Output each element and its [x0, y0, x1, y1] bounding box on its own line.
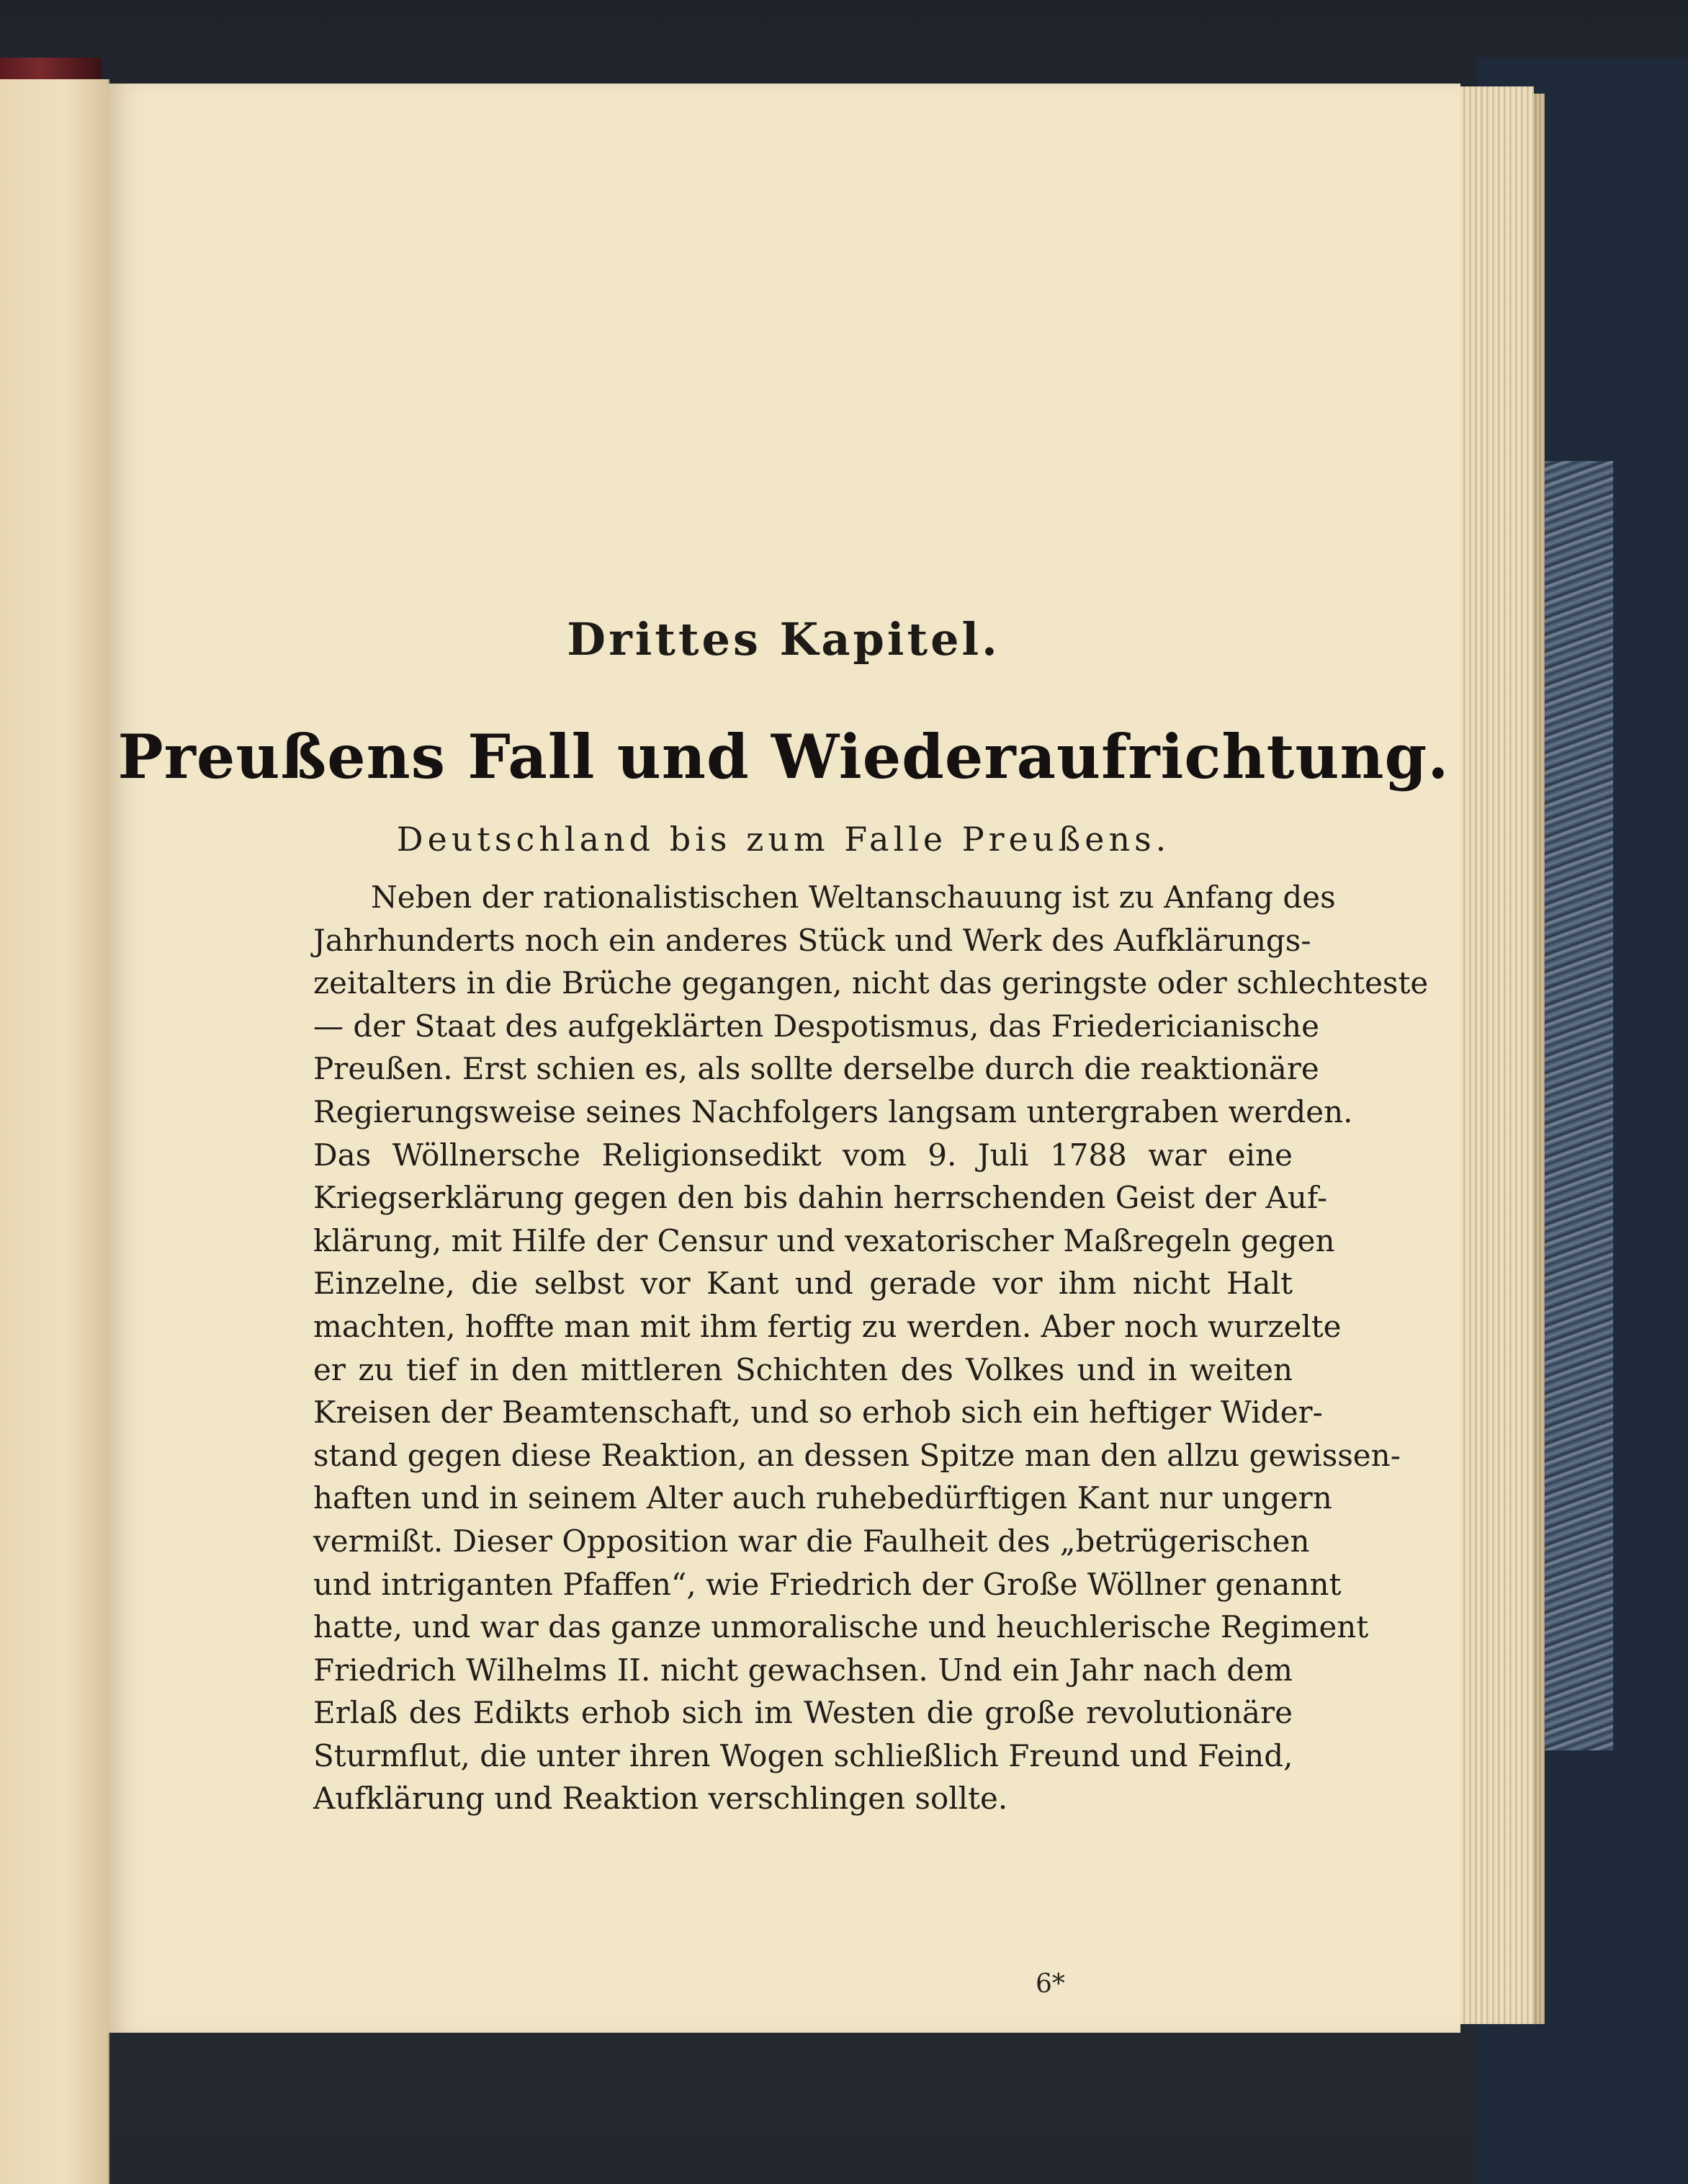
section-subheading: Deutschland bis zum Falle Preußens. — [396, 820, 1171, 859]
text-line: haften und in seinem Alter auch ruhebedürftigen Kant nur ungern — [313, 1480, 1332, 1516]
text-line: er zu tief in den mittleren Schichten des Volkes und in weiten — [313, 1351, 1293, 1387]
text-line: Friedrich Wilhelms II. nicht gewachsen. Und ein Jahr nach dem — [313, 1652, 1293, 1688]
chapter-title: Preußens Fall und Wiederaufrichtung. — [117, 721, 1450, 792]
text-line: Kreisen der Beamtenschaft, und so erhob sich ein heftiger Wider- — [313, 1395, 1323, 1431]
text-line: Aufklärung und Reaktion verschlingen sollte. — [313, 1781, 1008, 1817]
text-line: klärung, mit Hilfe der Censur und vexatorischer Maßregeln gegen — [313, 1222, 1335, 1258]
marbled-page-edge — [1534, 461, 1613, 1750]
text-line: Das Wöllnersche Religionsedikt vom 9. Juli 1788 war eine — [313, 1137, 1293, 1173]
text-line: Einzelne, die selbst vor Kant und gerade vor ihm nicht Halt — [313, 1266, 1293, 1302]
book-page — [107, 84, 1460, 2033]
text-line: zeitalters in die Brüche gegangen, nicht das geringste oder schlechteste — [313, 965, 1429, 1001]
text-line: Jahrhunderts noch ein anderes Stück und Werk des Aufklärungs- — [313, 922, 1311, 958]
text-line: vermißt. Dieser Opposition war die Faulheit des „betrügerischen — [313, 1523, 1310, 1559]
text-line: Sturmflut, die unter ihren Wogen schließlich Freund und Feind, — [313, 1737, 1293, 1773]
text-line: Regierungsweise seines Nachfolgers langsam untergraben werden. — [313, 1093, 1353, 1129]
left-page-edge — [0, 79, 109, 2184]
text-line: — der Staat des aufgeklärten Despotismus, das Friedericianische — [313, 1008, 1319, 1044]
body-paragraph — [313, 876, 1429, 1820]
page-number: 6* — [1036, 1969, 1065, 1999]
page-stack — [1455, 86, 1534, 2024]
text-line: Neben der rationalistischen Weltanschauung ist zu Anfang des — [371, 880, 1336, 915]
text-line: machten, hoffte man mit ihm fertig zu werden. Aber noch wurzelte — [313, 1308, 1342, 1344]
text-line: hatte, und war das ganze unmoralische und heuchlerische Regiment — [313, 1609, 1369, 1645]
text-line: und intriganten Pfaffen“, wie Friedrich der Große Wöllner genannt — [313, 1566, 1342, 1602]
text-line: Kriegserklärung gegen den bis dahin herrschenden Geist der Auf- — [313, 1180, 1328, 1216]
text-line: Erlaß des Edikts erhob sich im Westen die große revolutionäre — [313, 1695, 1293, 1731]
chapter-heading: Drittes Kapitel. — [567, 613, 1000, 666]
text-line: stand gegen diese Reaktion, an dessen Spitze man den allzu gewissen- — [313, 1437, 1401, 1473]
text-line: Preußen. Erst schien es, als sollte derselbe durch die reaktionäre — [313, 1051, 1319, 1087]
